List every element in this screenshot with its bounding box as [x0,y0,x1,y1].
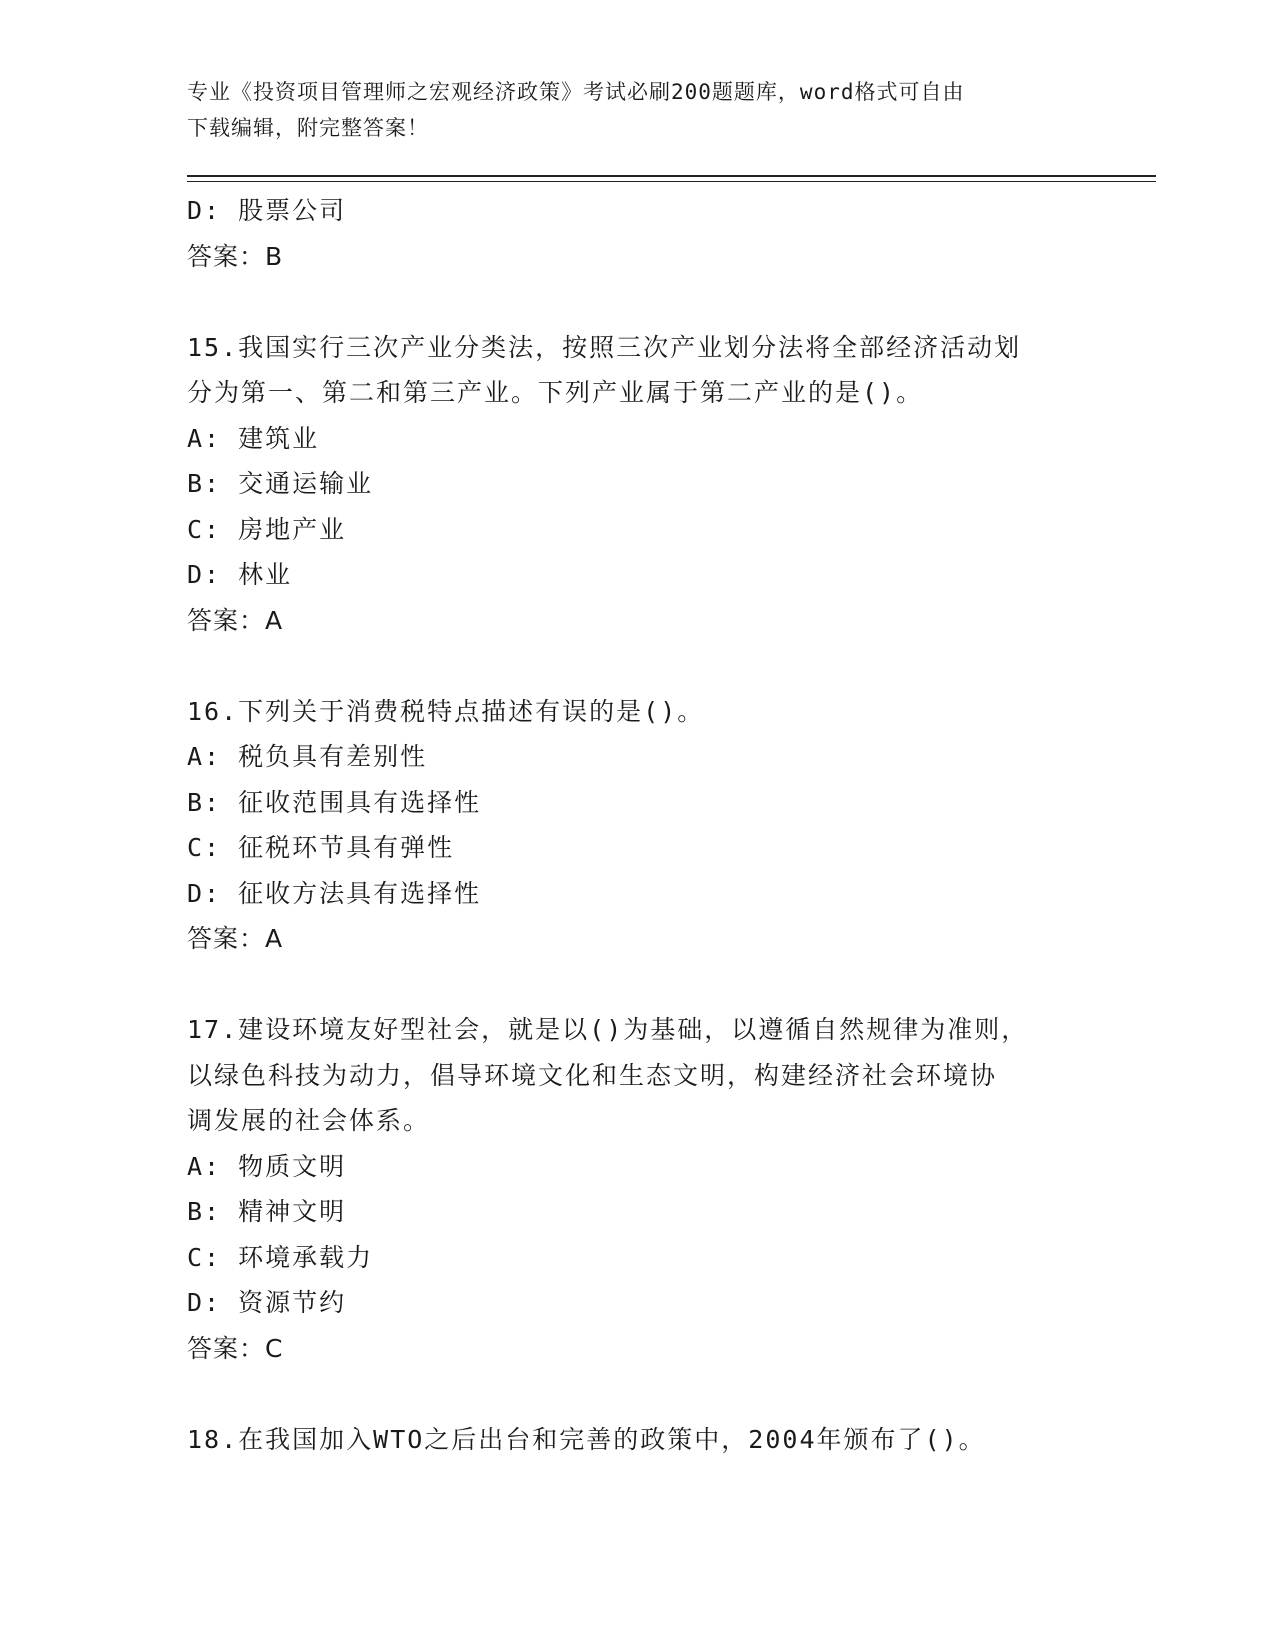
option-b: B: 交通运输业 [187,469,374,498]
question-18 [187,1417,1087,1463]
option-b: B: 精神文明 [187,1197,347,1226]
option-a: A: 税负具有差别性 [187,742,428,771]
spacer [187,1371,1087,1417]
option-c: C: 环境承载力 [187,1242,374,1272]
question-stem-line: 分为第一、第二和第三产业。下列产业属于第二产业的是()。 [187,378,924,407]
prev-option-d: D: 股票公司 [187,196,347,225]
option-d: D: 征收方法具有选择性 [187,878,482,908]
spacer [187,279,1087,325]
header-line-2: 下载编辑，附完整答案！ [187,116,429,140]
option-b: B: 征收范围具有选择性 [187,787,482,817]
header-line-1: 专业《投资项目管理师之宏观经济政策》考试必刷200题题库，word格式可自由 [187,80,965,104]
question-stem-line: 以绿色科技为动力，倡导环境文化和生态文明，构建经济社会环境协 [187,1060,998,1090]
question-stem-line: 调发展的社会体系。 [187,1106,431,1135]
question-stem-line: 18.在我国加入WTO之后出台和完善的政策中，2004年颁布了()。 [187,1424,986,1454]
answer: 答案：C [187,1333,284,1363]
question-16 [187,689,1087,962]
prev-answer: 答案：B [187,241,284,271]
question-17 [187,1007,1087,1371]
answer: 答案：A [187,605,284,635]
document-header [187,74,1087,146]
option-a: A: 物质文明 [187,1151,347,1181]
option-d: D: 林业 [187,560,293,589]
option-c: C: 征税环节具有弹性 [187,833,455,862]
spacer [187,962,1087,1008]
answer: 答案：A [187,924,284,953]
option-d: D: 资源节约 [187,1288,347,1317]
option-a: A: 建筑业 [187,423,320,453]
question-content [187,188,1087,1462]
option-c: C: 房地产业 [187,514,347,544]
question-stem-line: 17.建设环境友好型社会，就是以()为基础，以遵循自然规律为准则， [187,1015,1029,1044]
question-stem-line: 15.我国实行三次产业分类法，按照三次产业划分法将全部经济活动划 [187,332,1022,362]
spacer [187,643,1087,689]
question-stem-line: 16.下列关于消费税特点描述有误的是()。 [187,696,705,726]
header-rule-thick [187,175,1156,177]
question-15 [187,325,1087,644]
header-rule-thin [187,181,1156,182]
